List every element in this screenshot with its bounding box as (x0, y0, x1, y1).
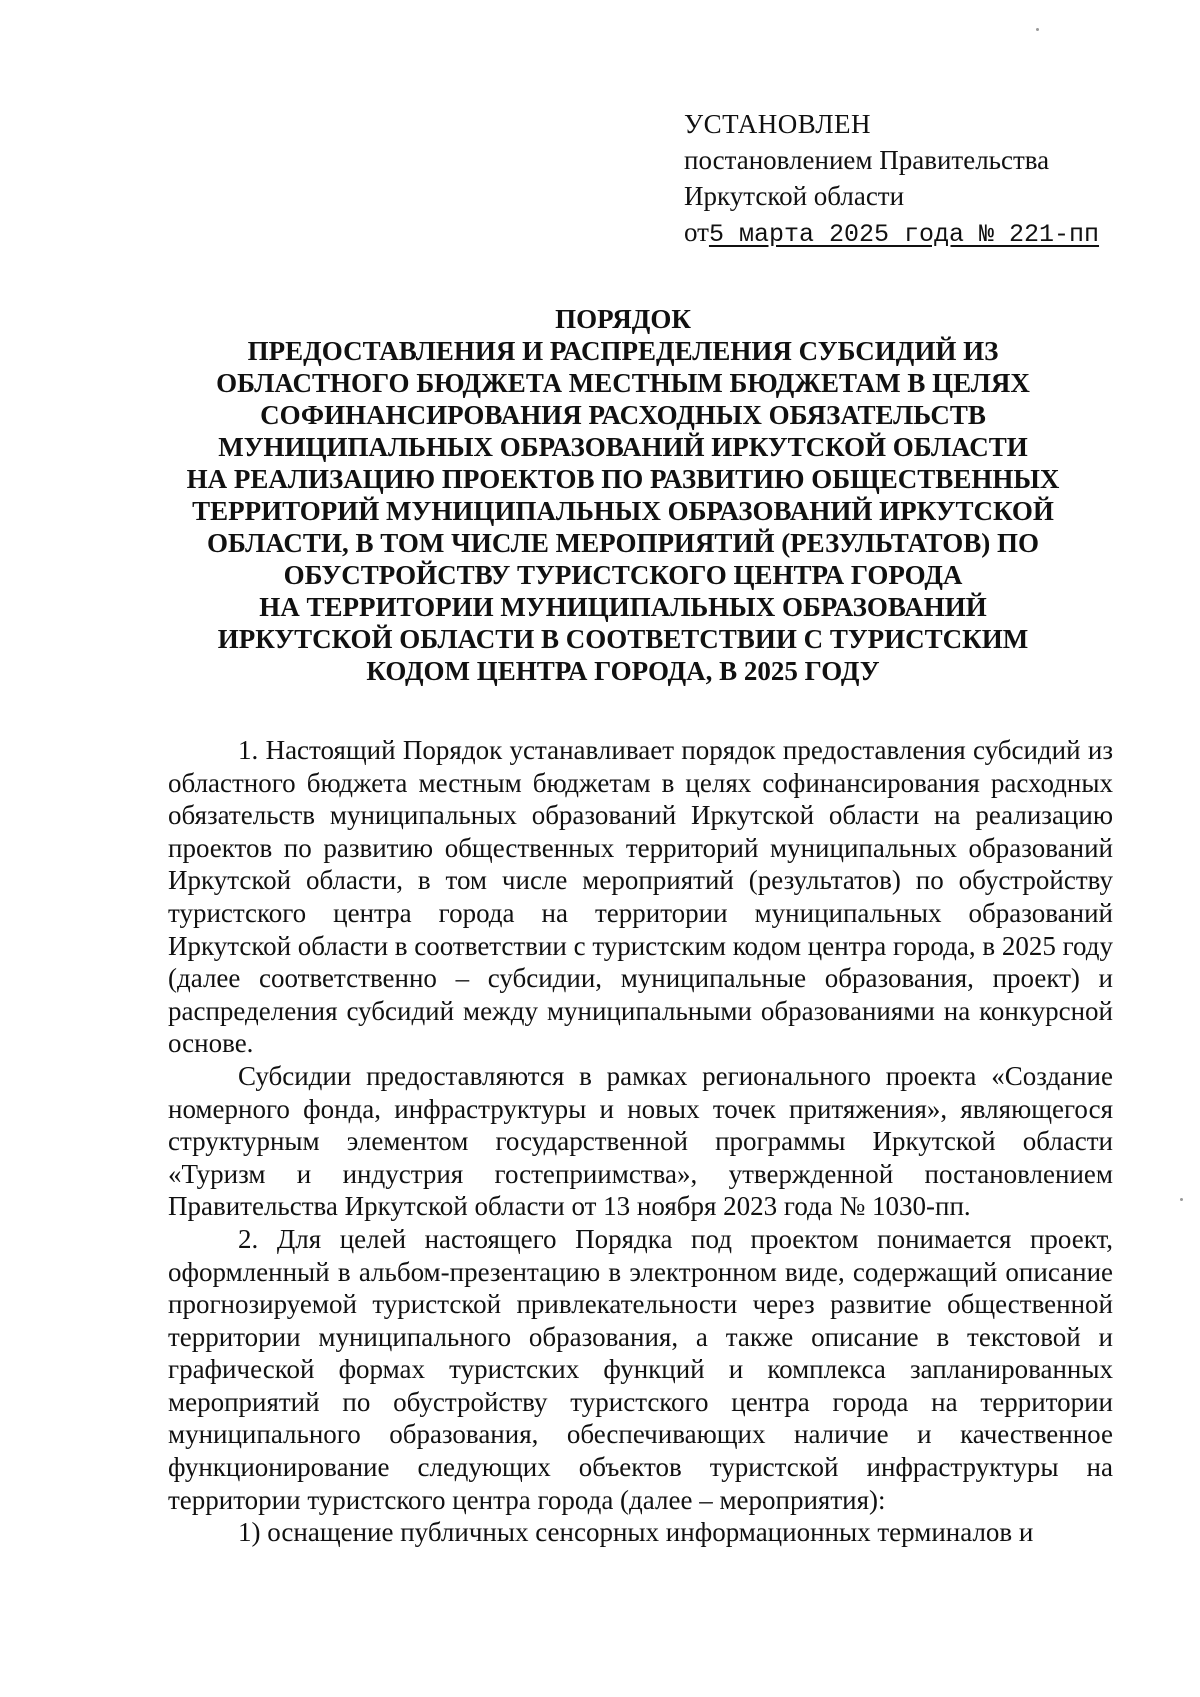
title-line: СОФИНАНСИРОВАНИЯ РАСХОДНЫХ ОБЯЗАТЕЛЬСТВ (260, 400, 986, 430)
title-line: КОДОМ ЦЕНТРА ГОРОДА, В 2025 ГОДУ (366, 656, 880, 686)
approval-heading: УСТАНОВЛЕН (684, 109, 872, 139)
paragraph-clause-1: 1. Настоящий Порядок устанавливает порядок предоставления субсидий из областного бюджета местным бюджетам в целях софинансирования расходных обязательств муниципальных образований Иркутской области на реализацию проектов по развитию общественных территорий муниципальных образований Иркутской области, в том числе мероприятий (результатов) по обустройству туристского центра города на территории муниципальных образований Иркутской области в соответствии с туристским кодом центра города, в 2025 году (далее соответственно – субсидии, муниципальные образования, проект) и распределения субсидий между муниципальными образованиями на конкурсной основе. (168, 735, 1113, 1059)
title-line: ТЕРРИТОРИЙ МУНИЦИПАЛЬНЫХ ОБРАЗОВАНИЙ ИРКУТСКОЙ (192, 496, 1054, 526)
title-line: ПРЕДОСТАВЛЕНИЯ И РАСПРЕДЕЛЕНИЯ СУБСИДИЙ ИЗ (247, 336, 999, 366)
approval-line-authority: постановлением Правительства (684, 145, 1050, 175)
document-title (150, 303, 1096, 687)
document-body (168, 734, 1113, 1549)
title-line: МУНИЦИПАЛЬНЫХ ОБРАЗОВАНИЙ ИРКУТСКОЙ ОБЛАСТИ (218, 432, 1028, 462)
approval-date-value: 5 марта 2025 года № 221-пп (708, 220, 1100, 249)
scan-speck (1036, 28, 1039, 31)
approval-date-line (684, 214, 1099, 253)
paragraph-subsidies: Субсидии предоставляются в рамках регионального проекта «Создание номерного фонда, инфраструктуры и новых точек притяжения», являющегося структурным элементом государственной программы Иркутской области «Туризм и индустрия гостеприимства», утвержденной постановлением Правительства Иркутской области от 13 ноября 2023 года № 1030-пп. (168, 1060, 1113, 1222)
title-line: ОБЛАСТИ, В ТОМ ЧИСЛЕ МЕРОПРИЯТИЙ (РЕЗУЛЬТАТОВ) ПО (206, 528, 1039, 558)
paragraph-clause-2: 2. Для целей настоящего Порядка под проектом понимается проект, оформленный в альбом-презентацию в электронном виде, содержащий описание прогнозируемой туристской привлекательности через развитие общественной территории муниципального образования, а также описание в текстовой и графической формах туристских функций и комплекса запланированных мероприятий по обустройству туристского центра города на территории муниципального образования, обеспечивающих наличие и качественное функционирование следующих объектов туристской инфраструктуры на территории туристского центра города (далее – мероприятия): (168, 1223, 1113, 1515)
title-line: ИРКУТСКОЙ ОБЛАСТИ В СООТВЕТСТВИИ С ТУРИСТСКИМ (217, 624, 1029, 654)
title-line: НА РЕАЛИЗАЦИЮ ПРОЕКТОВ ПО РАЗВИТИЮ ОБЩЕСТВЕННЫХ (186, 464, 1060, 494)
approval-date-prefix: от (684, 217, 709, 247)
title-line: ОБУСТРОЙСТВУ ТУРИСТСКОГО ЦЕНТРА ГОРОДА (283, 560, 963, 590)
scan-speck (1180, 1198, 1183, 1201)
approval-line-region: Иркутской области (684, 181, 905, 211)
approval-stamp (684, 106, 1099, 253)
paragraph-list-item-1: 1) оснащение публичных сенсорных информационных терминалов и (238, 1517, 1034, 1548)
title-line: НА ТЕРРИТОРИИ МУНИЦИПАЛЬНЫХ ОБРАЗОВАНИЙ (259, 592, 987, 622)
title-line: ОБЛАСТНОГО БЮДЖЕТА МЕСТНЫМ БЮДЖЕТАМ В ЦЕЛЯХ (216, 368, 1030, 398)
title-line: ПОРЯДОК (555, 304, 691, 334)
